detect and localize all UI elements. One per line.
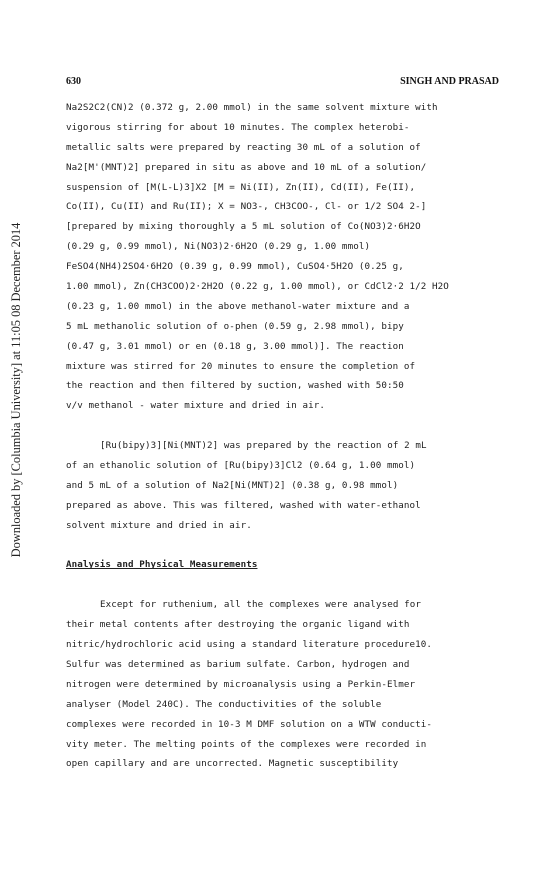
text-line: vity meter. The melting points of the complexes were recorded in	[66, 738, 427, 750]
text-line: Na2S2C2(CN)2 (0.372 g, 2.00 mmol) in the same solvent mixture with	[66, 102, 438, 113]
running-head: SINGH AND PRASAD	[400, 76, 499, 87]
text-line: suspension of [M(L-L)3]X2 [M = Ni(II), Zn(II), Cd(II), Fe(II),	[66, 181, 416, 193]
text-line: [Ru(bipy)3][Ni(MNT)2] was prepared by the reaction of 2 mL	[100, 440, 427, 452]
page-number: 630	[66, 76, 81, 87]
text-line: Sulfur was determined as barium sulfate. Carbon, hydrogen and	[66, 658, 410, 670]
text-line: vigorous stirring for about 10 minutes. The complex heterobi-	[66, 121, 410, 133]
text-line: of an ethanolic solution of [Ru(bipy)3]Cl2 (0.64 g, 1.00 mmol)	[66, 460, 416, 472]
text-line: [prepared by mixing thoroughly a 5 mL solution of Co(NO3)2·6H2O	[66, 221, 421, 233]
text-line: FeSO4(NH4)2SO4·6H2O (0.39 g, 0.99 mmol), CuSO4·5H2O (0.25 g,	[66, 261, 404, 273]
text-line: 1.00 mmol), Zn(CH3COO)2·2H2O (0.22 g, 1.00 mmol), or CdCl2·2 1/2 H2O	[66, 281, 449, 293]
text-line: (0.29 g, 0.99 mmol), Ni(NO3)2·6H2O (0.29 g, 1.00 mmol)	[66, 241, 371, 253]
text-line: v/v methanol - water mixture and dried in air.	[66, 400, 326, 412]
section-heading: Analysis and Physical Measurements	[66, 559, 258, 571]
text-line: and 5 mL of a solution of Na2[Ni(MNT)2] (0.38 g, 0.98 mmol)	[66, 479, 399, 491]
text-line: analyser (Model 240C). The conductivities of the soluble	[66, 698, 382, 710]
text-line: Except for ruthenium, all the complexes were analysed for	[100, 599, 421, 611]
text-line: 5 mL methanolic solution of o-phen (0.59 g, 2.98 mmol), bipy	[66, 320, 404, 332]
text-line: Co(II), Cu(II) and Ru(II); X = NO3-, CH3COO-, Cl- or 1/2 SO4 2-]	[66, 201, 427, 213]
text-line: nitric/hydrochloric acid using a standard literature procedure10.	[66, 639, 433, 651]
text-line: the reaction and then filtered by suction, washed with 50:50	[66, 380, 404, 392]
download-watermark	[4, 160, 28, 620]
watermark-text: Downloaded by [Columbia University] at 11:05 08 December 2014	[9, 222, 23, 558]
text-line: their metal contents after destroying the organic ligand with	[66, 619, 410, 631]
text-line: metallic salts were prepared by reacting 30 mL of a solution of	[66, 141, 421, 153]
text-line: mixture was stirred for 20 minutes to ensure the completion of	[66, 360, 416, 372]
article-body	[66, 98, 506, 774]
text-line: solvent mixture and dried in air.	[66, 519, 252, 531]
text-line: (0.47 g, 3.01 mmol) or en (0.18 g, 3.00 mmol)]. The reaction	[66, 340, 404, 352]
text-line: nitrogen were determined by microanalysis using a Perkin-Elmer	[66, 678, 416, 690]
text-line: complexes were recorded in 10-3 M DMF solution on a WTW conducti-	[66, 718, 433, 730]
text-line: prepared as above. This was filtered, washed with water-ethanol	[66, 499, 421, 511]
text-line: open capillary and are uncorrected. Magnetic susceptibility	[66, 758, 399, 770]
text-line: (0.23 g, 1.00 mmol) in the above methanol-water mixture and a	[66, 300, 410, 312]
text-line: Na2[M'(MNT)2] prepared in situ as above and 10 mL of a solution/	[66, 161, 427, 173]
